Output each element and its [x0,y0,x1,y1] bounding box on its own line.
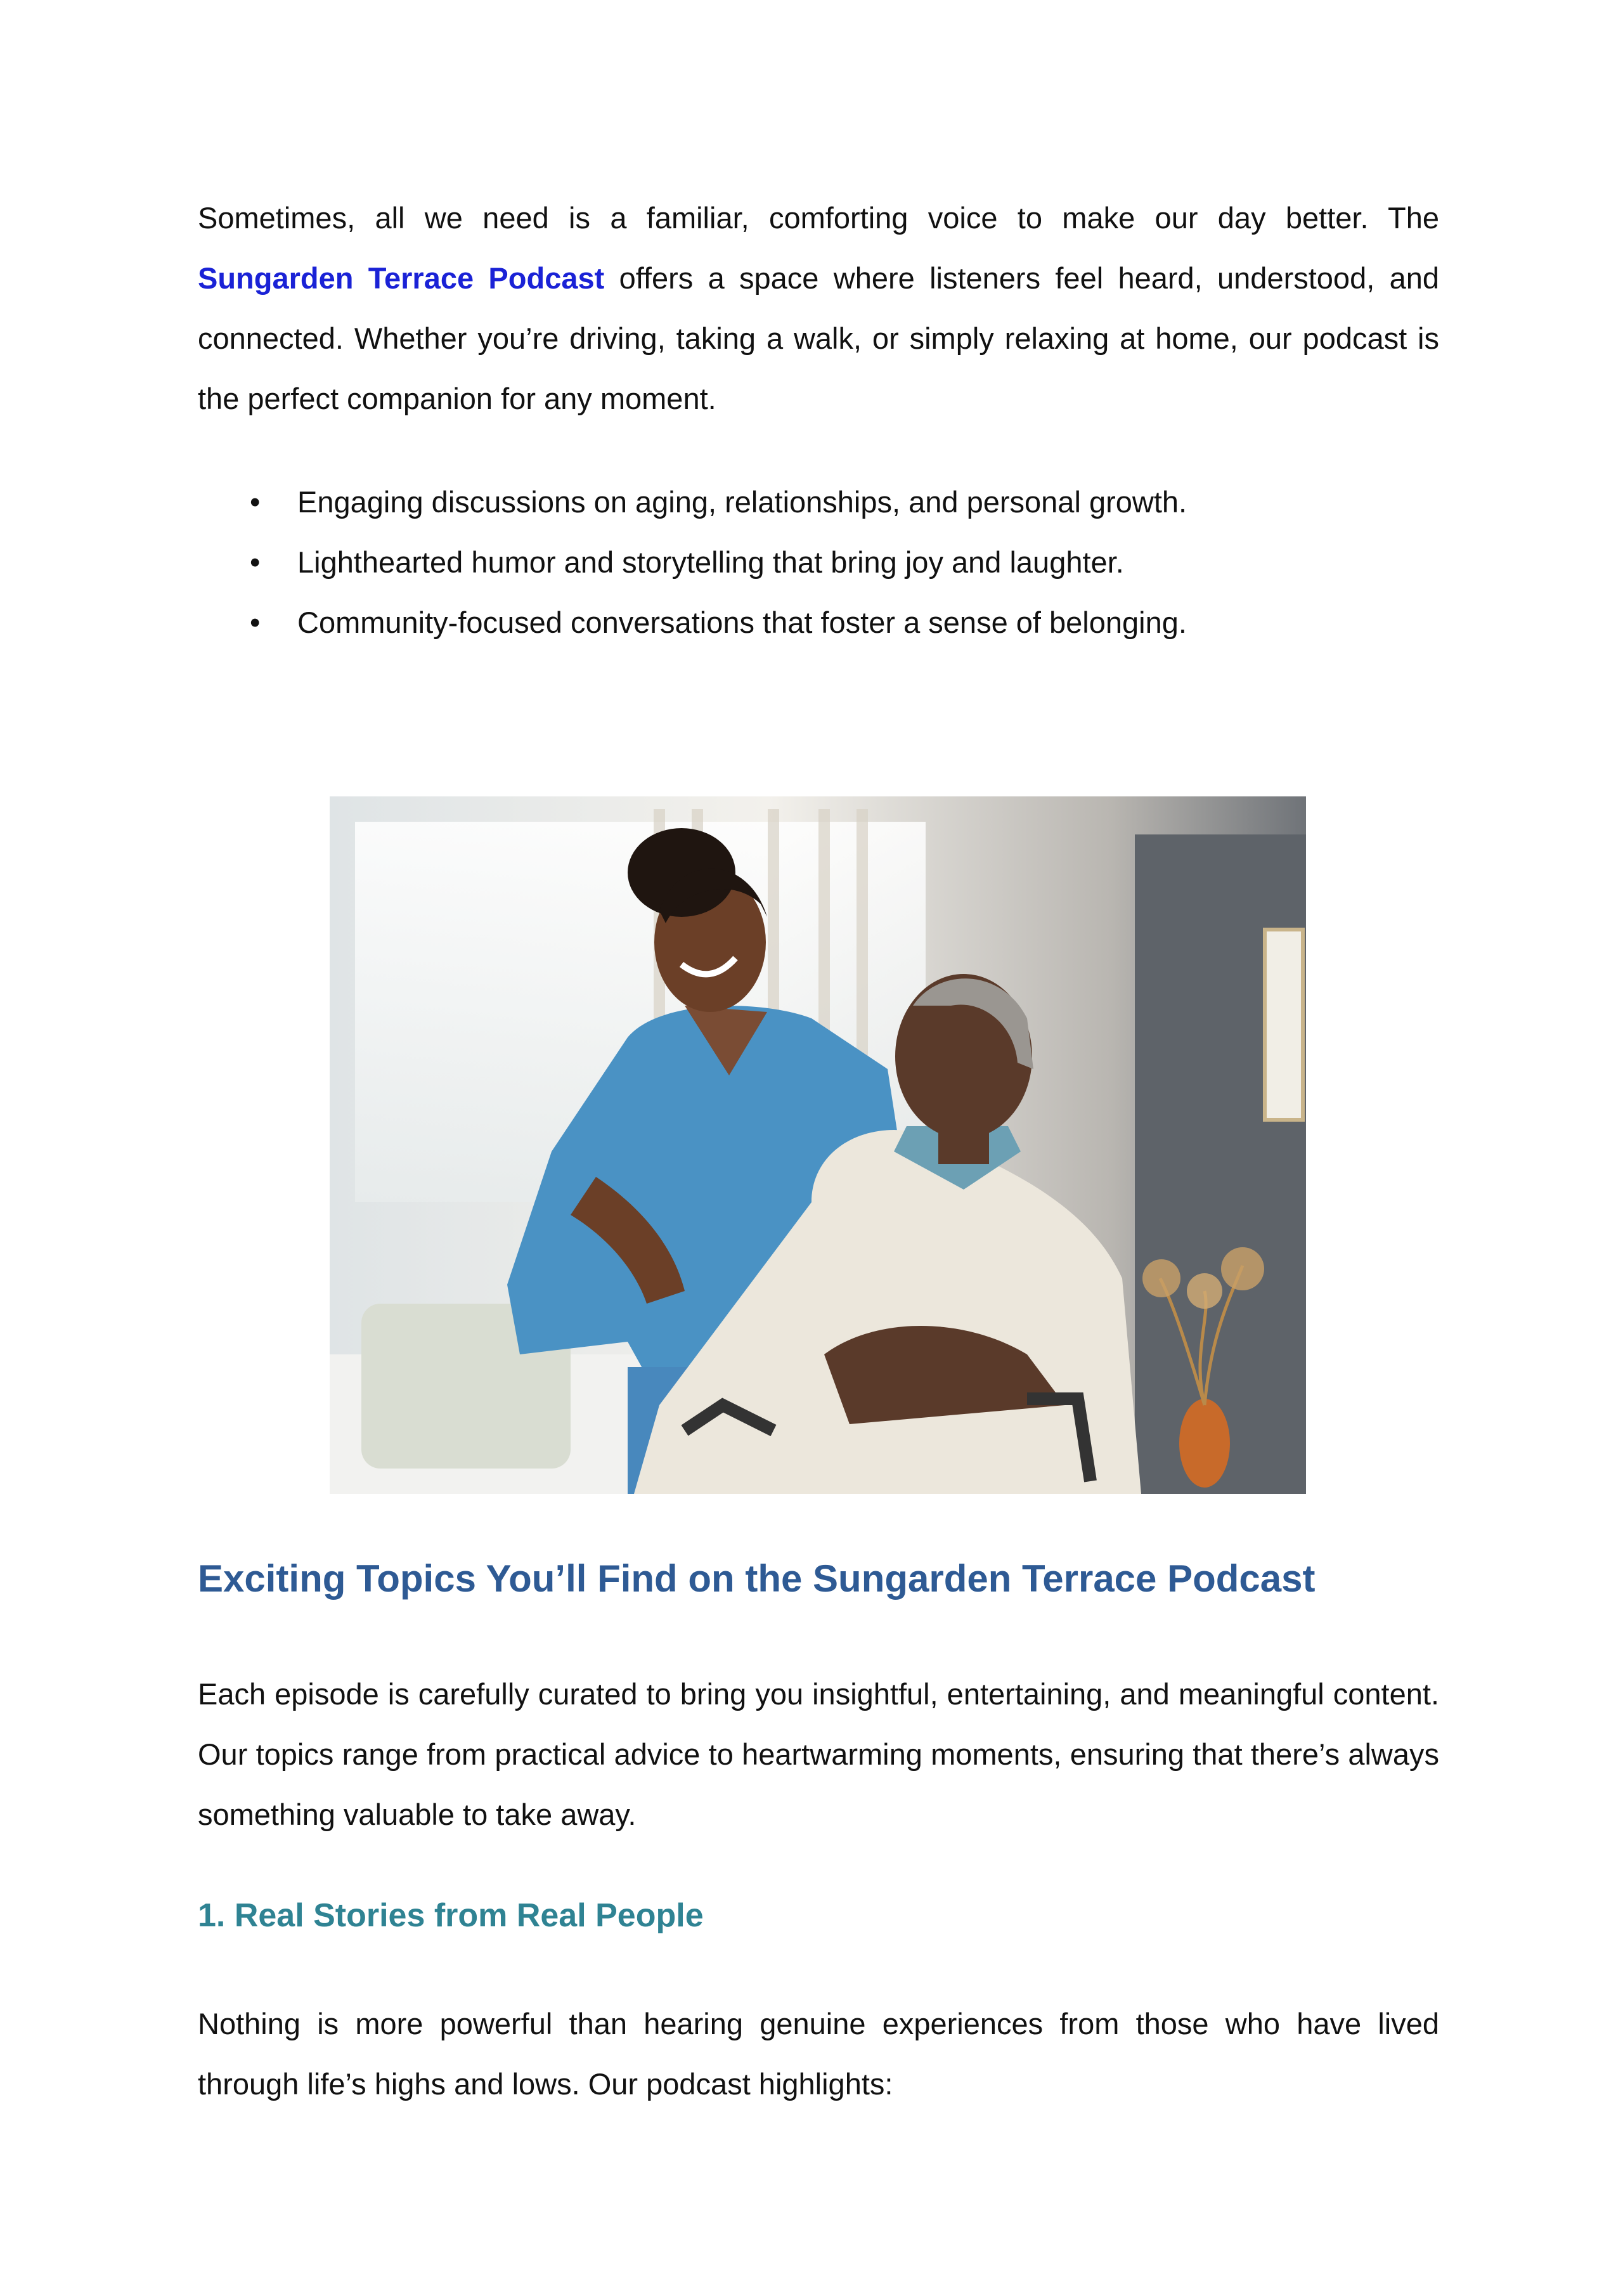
benefits-list [198,472,1439,652]
caregiver-photo [330,796,1306,1494]
bullet-icon: • [250,545,261,579]
list-item [198,532,1439,592]
podcast-link[interactable]: Sungarden Terrace Podcast [198,261,605,295]
subheading: 1. Real Stories from Real People [198,1897,704,1934]
section-paragraph: Each episode is carefully curated to bring you insightful, entertaining, and meaningful content. Our topics range from practical advice to heartwarming moments, ensuring that there’s always something valuable to take away. [198,1677,1439,1831]
sub-paragraph: Nothing is more powerful than hearing genuine experiences from those who have lived through life’s highs and lows. Our podcast highlights: [198,2007,1439,2101]
intro-paragraph [198,188,1439,429]
bullet-icon: • [250,485,261,519]
list-item-text: Community-focused conversations that foster a sense of belonging. [297,606,1187,639]
list-item-text: Lighthearted humor and storytelling that bring joy and laughter. [297,545,1124,579]
list-item [198,592,1439,652]
intro-text-end: offers a space where listeners feel heard, understood, and connected. Whether you’re driving, taking a walk, or simply relaxing at home, our podcast is the perfect companion for any moment. [198,261,1439,415]
caregiver-photo-illustration [330,796,1306,1494]
section-heading: Exciting Topics You’ll Find on the Sungarden Terrace Podcast [198,1557,1316,1600]
list-item [198,472,1439,532]
bullet-icon: • [250,606,261,639]
intro-text-start: Sometimes, all we need is a familiar, comforting voice to make our day better. The [198,201,1439,235]
list-item-text: Engaging discussions on aging, relationships, and personal growth. [297,485,1187,519]
